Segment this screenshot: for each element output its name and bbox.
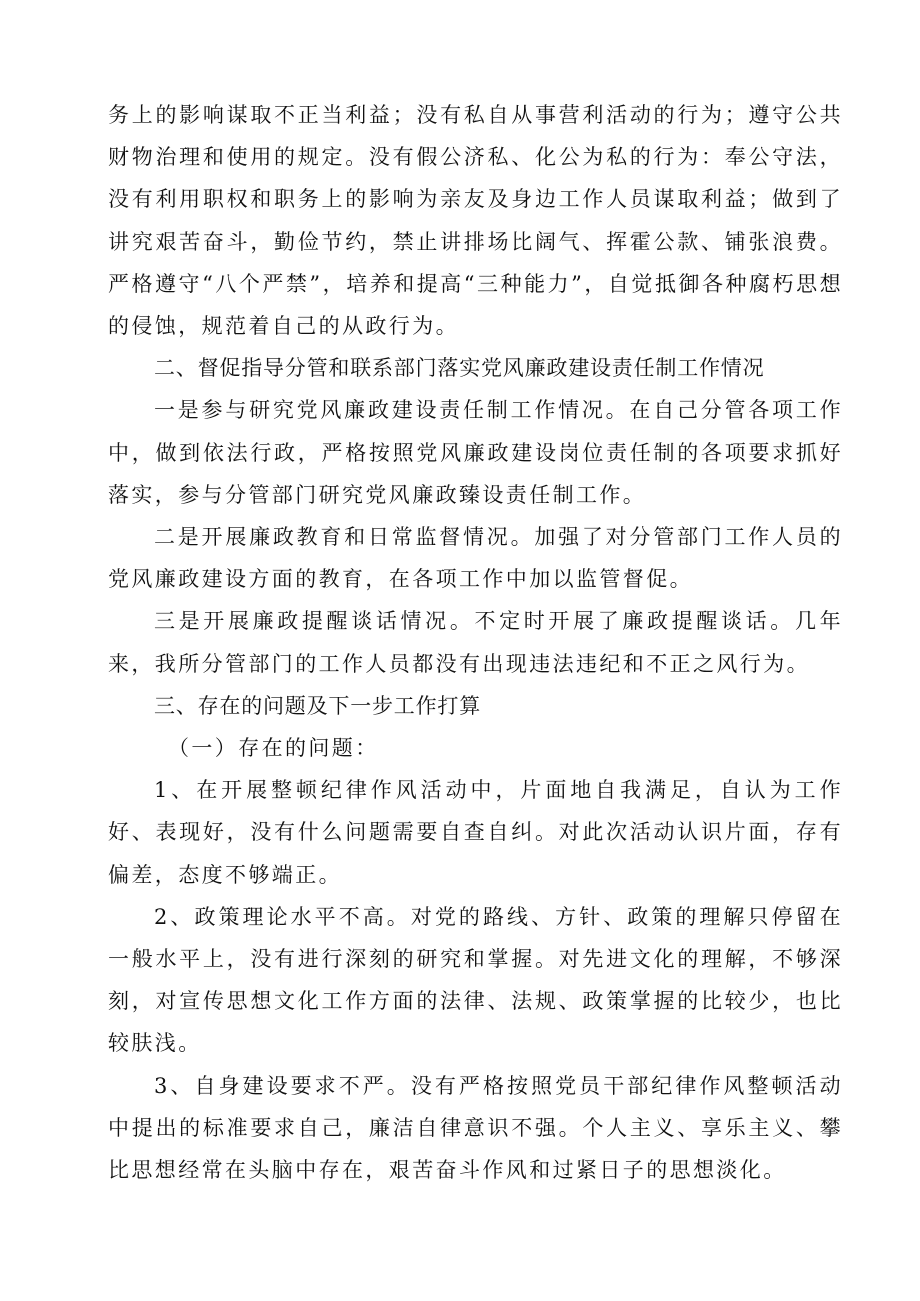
paragraph-problem-one: 1、在开展整顿纪律作风活动中，片面地自我满足，自认为工作好、表现好，没有什么问题需要自查自纠。对此次活动认识片面，存有偏差，态度不够端正。 <box>108 778 843 887</box>
paragraph-conduct-summary: 务上的影响谋取不正当利益；没有私自从事营利活动的行为；遵守公共财物治理和使用的规定。没有假公济私、化公为私的行为：奉公守法，没有利用职权和职务上的影响为亲友及身边工作人员谋取利益；做到了讲究艰苦奋斗，勤俭节约，禁止讲排场比阔气、挥霍公款、铺张浪费。严格遵守“八个严禁”，培养和提高“三种能力”，自觉抵御各种腐朽思想的侵蚀，规范着自己的从政行为。 <box>108 103 843 339</box>
paragraph-reminder-talks: 三是开展廉政提醒谈话情况。不定时开展了廉政提醒谈话。几年来，我所分管部门的工作人员都没有出现违法违纪和不正之风行为。 <box>108 609 843 676</box>
section-heading-two: 二、督促指导分管和联系部门落实党风廉政建设责任制工作情况 <box>154 356 765 381</box>
subheading-existing-problems: （一）存在的问题： <box>168 736 379 761</box>
section-heading-three: 三、存在的问题及下一步工作打算 <box>154 693 481 718</box>
paragraph-research-responsibility: 一是参与研究党风廉政建设责任制工作情况。在自己分管各项工作中，做到依法行政，严格按照党风廉政建设岗位责任制的各项要求抓好落实，参与分管部门研究党风廉政臻设责任制工作。 <box>108 398 843 507</box>
paragraph-problem-two: 2、政策理论水平不高。对党的路线、方针、政策的理解只停留在一般水平上，没有进行深刻的研究和掌握。对先进文化的理解，不够深刻，对宣传思想文化工作方面的法律、法规、政策掌握的比较少，也比较肤浅。 <box>108 904 843 1056</box>
paragraph-education-supervision: 二是开展廉政教育和日常监督情况。加强了对分管部门工作人员的党风廉政建设方面的教育，在各项工作中加以监管督促。 <box>108 525 843 592</box>
paragraph-problem-three: 3、自身建设要求不严。没有严格按照党员干部纪律作风整顿活动中提出的标准要求自己，廉洁自律意识不强。个人主义、享乐主义、攀比思想经常在头脑中存在，艰苦奋斗作风和过紧日子的思想淡化。 <box>108 1073 843 1183</box>
document-page <box>108 94 843 1191</box>
